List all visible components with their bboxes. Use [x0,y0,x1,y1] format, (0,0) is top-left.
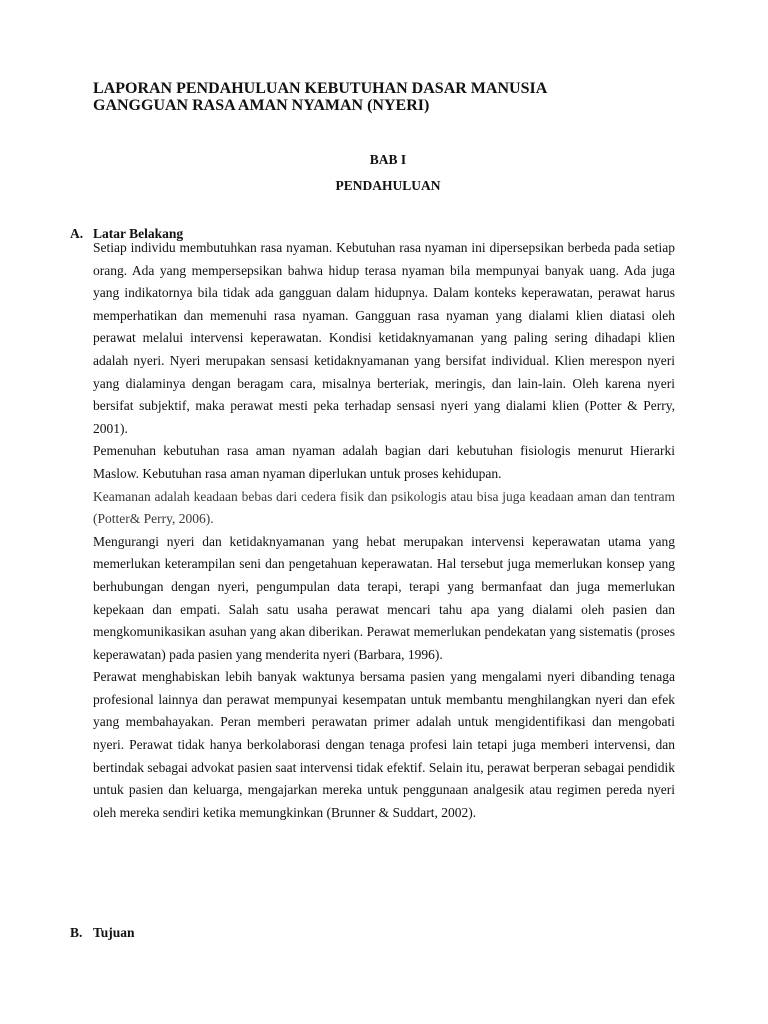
section-heading-text: Latar Belakang [93,226,184,241]
section-marker: A. [70,226,84,241]
section-body-latar-belakang [93,237,675,824]
paragraph: Keamanan adalah keadaan bebas dari cedera fisik dan psikologis atau bisa juga keadaan aman dan tentram (Potter& Perry, 2006). [93,488,675,527]
section-marker: B. [70,925,83,940]
paragraph: Perawat menghabiskan lebih banyak waktunya bersama pasien yang mengalami nyeri dibanding tenaga profesional lainnya dan perawat mempunyai kesempatan untuk membantu menghilangkan nyeri dan efek yang membahayakan. Peran memberi perawatan primer adalah untuk mengidentifikasi dan mengobati nyeri. Perawat tidak hanya berkolaborasi dengan tenaga profesi lain tetapi juga memberi intervensi, dan bertindak sebagai advokat pasien saat intervensi tidak efektif. Selain itu, perawat berperan sebagai pendidik untuk pasien dan keluarga, mengajarkan mereka untuk penggunaan analgesik atau regimen pereda nyeri oleh mereka sendiri ketika memungkinkan (Brunner & Suddart, 2002). [93,669,675,820]
chapter-label-text: BAB I [369,152,407,167]
section-heading-text: Tujuan [93,925,135,940]
document-title-line: GANGGUAN RASA AMAN NYAMAN (NYERI) [93,97,430,114]
chapter-title [0,178,768,194]
paragraph: Mengurangi nyeri dan ketidaknyamanan yang hebat merupakan intervensi keperawatan utama yang memerlukan keterampilan seni dan pengetahuan keperawatan. Hal tersebut juga memerlukan konsep yang berhubungan dengan nyeri, pengumpulan data terapi, terapi yang bermanfaat dan juga memerlukan kepekaan dan empati. Salah satu usaha perawat mencari tahu apa yang dialami oleh pasien dan mengkomunikasikan asuhan yang akan diberikan. Perawat memerlukan pendekatan yang sistematis (proses keperawatan) pada pasien yang menderita nyeri (Barbara, 1996). [93,533,675,662]
document-title [93,80,713,114]
chapter-title-text: PENDAHULUAN [335,178,441,193]
chapter-label [0,152,768,168]
document-title-line: LAPORAN PENDAHULUAN KEBUTUHAN DASAR MANUSIA [93,80,548,97]
section-heading-tujuan [70,925,135,941]
paragraph: Setiap individu membutuhkan rasa nyaman. Kebutuhan rasa nyaman ini dipersepsikan berbeda pada setiap orang. Ada yang mempersepsikan bahwa hidup terasa nyaman bila mempunyai banyak uang. Ada juga yang indikatornya bila tidak ada gangguan dalam hidupnya. Dalam konteks keperawatan, perawat harus memperhatikan dan memenuhi rasa nyaman. Gangguan rasa nyaman yang dialami klien diatasi oleh perawat melalui intervensi keperawatan. Kondisi ketidaknyamanan yang paling sering dihadapi klien adalah nyeri. Nyeri merupakan sensasi ketidaknyamanan yang bersifat individual. Klien merespon nyeri yang dialaminya dengan beragam cara, misalnya berteriak, meringis, dan lain-lain. Oleh karena nyeri bersifat subjektif, maka perawat mesti peka terhadap sensasi nyeri yang dialami klien (Potter & Perry, 2001). [93,240,675,436]
paragraph: Pemenuhan kebutuhan rasa aman nyaman adalah bagian dari kebutuhan fisiologis menurut Hierarki Maslow. Kebutuhan rasa aman nyaman diperlukan untuk proses kehidupan. [93,443,675,481]
